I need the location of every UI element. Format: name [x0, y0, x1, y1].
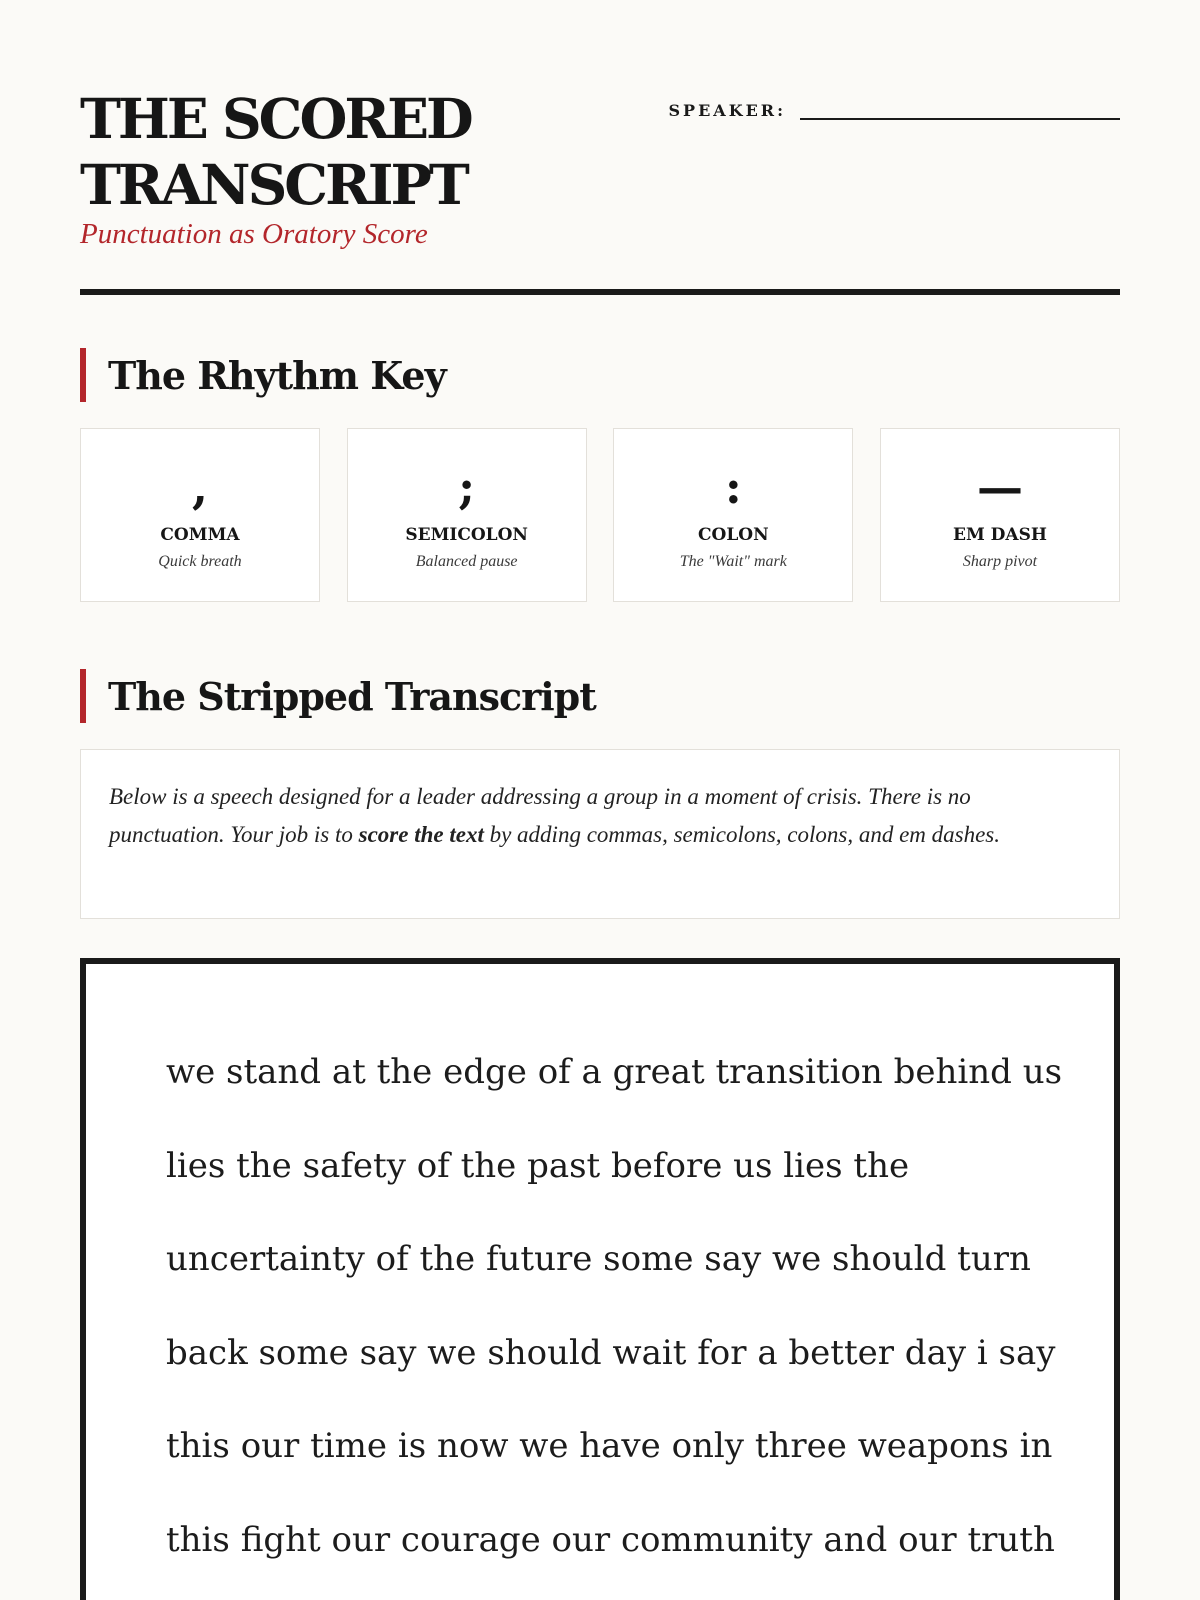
- transcript-line: back some say we should wait for a better day i say: [166, 1332, 1056, 1373]
- key-card-name: SEMICOLON: [405, 525, 528, 545]
- speaker-field-group: [669, 90, 1121, 120]
- transcript-line: this our time is now we have only three weapons in: [166, 1426, 1053, 1466]
- title-line-1: THE SCORED: [80, 86, 471, 151]
- instructions-text-before: Below is a speech designed for a leader addressing a group in a moment of crisis. There is no punctuation. Your job is to: [109, 784, 971, 847]
- key-card-comma: [80, 428, 320, 602]
- key-card-desc: Quick breath: [158, 553, 242, 570]
- rhythm-key-heading: The Rhythm Key: [80, 348, 446, 402]
- colon-symbol: :: [724, 460, 742, 514]
- instructions-text-after: by adding commas, semicolons, colons, and em dashes.: [483, 822, 1001, 847]
- transcript-box[interactable]: [80, 958, 1120, 1600]
- key-card-name: COMMA: [160, 525, 240, 545]
- rhythm-key-grid: [80, 428, 1120, 602]
- transcript-line: we stand at the edge of a great transition behind us: [166, 1052, 1063, 1092]
- key-card-desc: Sharp pivot: [962, 553, 1038, 570]
- key-card-desc: The "Wait" mark: [679, 553, 787, 570]
- speaker-label: SPEAKER:: [668, 101, 786, 120]
- transcript-line: uncertainty of the future some say we should turn: [166, 1239, 1031, 1279]
- instructions-box: [80, 749, 1120, 919]
- key-card-name: COLON: [697, 525, 769, 545]
- key-card-name: EM DASH: [952, 525, 1047, 545]
- key-card-semicolon: [347, 428, 587, 602]
- title-line-2: TRANSCRIPT: [80, 152, 467, 217]
- page-title: [80, 86, 471, 218]
- comma-symbol: ,: [191, 460, 208, 514]
- page-subtitle: Punctuation as Oratory Score: [80, 218, 428, 250]
- key-card-desc: Balanced pause: [415, 553, 518, 570]
- speaker-input[interactable]: [800, 90, 1120, 120]
- key-card-em-dash: [880, 428, 1120, 602]
- instructions-emphasis: score the text: [358, 822, 484, 847]
- transcript-line: lies the safety of the past before us lies the: [166, 1145, 910, 1186]
- transcript-line: this fight our courage our community and our truth: [166, 1519, 1055, 1560]
- stripped-transcript-heading: The Stripped Transcript: [80, 669, 596, 723]
- semicolon-symbol: ;: [458, 460, 476, 514]
- page-header: [80, 0, 1120, 295]
- em-dash-symbol: —: [976, 460, 1023, 514]
- key-card-colon: [613, 428, 853, 602]
